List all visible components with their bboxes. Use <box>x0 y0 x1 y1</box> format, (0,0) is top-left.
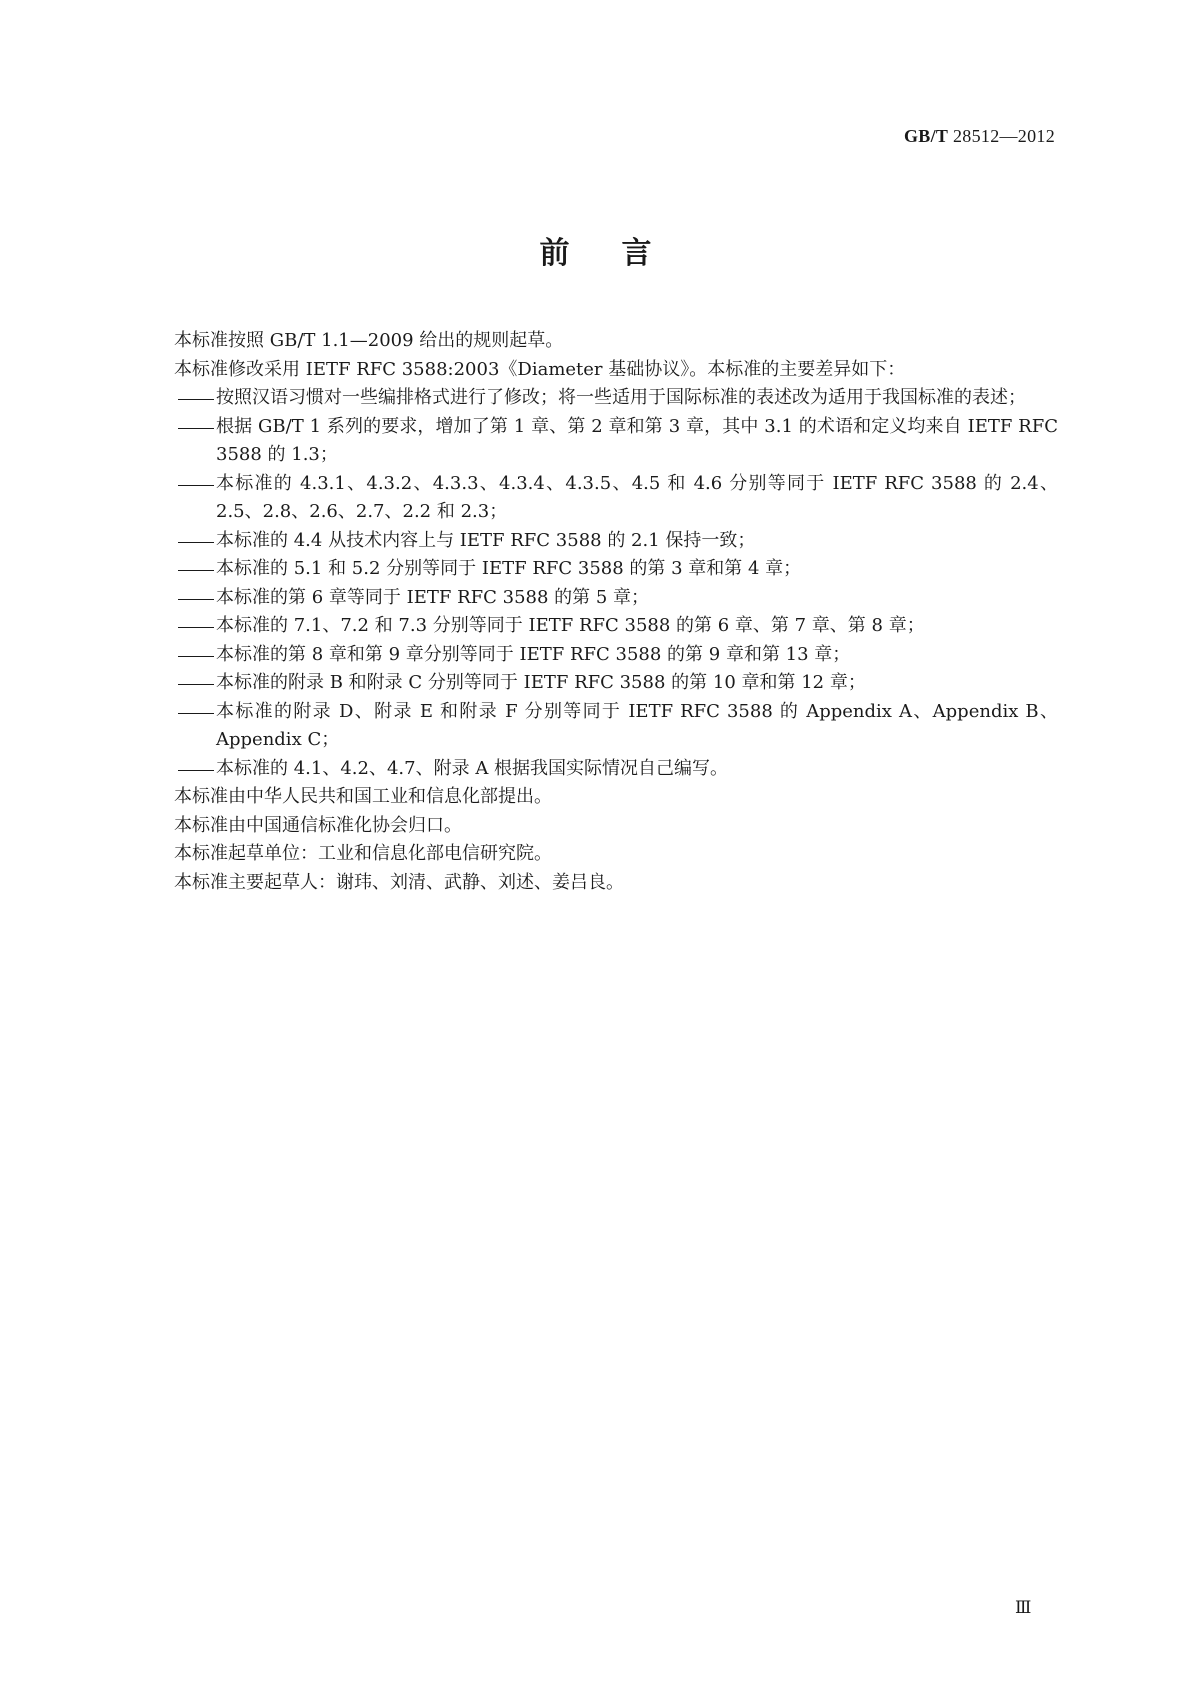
list-item <box>174 755 1058 784</box>
em-dash-marker <box>174 755 216 784</box>
list-item <box>174 413 1058 470</box>
list-item <box>174 641 1058 670</box>
em-dash-marker <box>174 384 216 413</box>
em-dash-marker <box>174 669 216 698</box>
list-item-text: 本标准的 4.1、4.2、4.7、附录 A 根据我国实际情况自己编写。 <box>216 757 729 779</box>
list-item <box>174 669 1058 698</box>
list-item <box>174 612 1058 641</box>
list-item <box>174 384 1058 413</box>
list-item-text: 本标准的第 8 章和第 9 章分别等同于 IETF RFC 3588 的第 9 章和第 13 章； <box>216 643 851 665</box>
em-dash-marker <box>174 584 216 613</box>
em-dash-marker <box>174 641 216 670</box>
foreword-body <box>174 327 1058 897</box>
paragraph-drafting-rules: 本标准按照 GB/T 1.1—2009 给出的规则起草。 <box>174 330 564 351</box>
paragraph-adoption: 本标准修改采用 IETF RFC 3588:2003《Diameter 基础协议》。本标准的主要差异如下： <box>174 358 906 380</box>
list-item-text: 本标准的附录 B 和附录 C 分别等同于 IETF RFC 3588 的第 10 章和第 12 章； <box>216 672 866 693</box>
paragraph-drafters: 本标准主要起草人：谢玮、刘清、武静、刘述、姜吕良。 <box>174 871 624 893</box>
list-item-text: 按照汉语习惯对一些编排格式进行了修改；将一些适用于国际标准的表述改为适用于我国标准的表述； <box>216 387 1026 408</box>
list-item <box>174 555 1058 584</box>
paragraph-proposer: 本标准由中华人民共和国工业和信息化部提出。 <box>174 786 552 807</box>
em-dash-marker <box>174 470 216 499</box>
standard-prefix: GB/T <box>903 126 949 146</box>
em-dash-marker <box>174 413 216 442</box>
paragraph-drafting-unit: 本标准起草单位：工业和信息化部电信研究院。 <box>174 843 552 864</box>
list-item <box>174 584 1058 613</box>
paragraph-administrator: 本标准由中国通信标准化协会归口。 <box>174 814 462 836</box>
list-item <box>174 527 1058 556</box>
list-item-text: 根据 GB/T 1 系列的要求，增加了第 1 章、第 2 章和第 3 章，其中 3.1 的术语和定义均来自 IETF RFC 3588 的 1.3； <box>216 415 1058 465</box>
page-title: 前言 <box>539 236 704 271</box>
em-dash-marker <box>174 555 216 584</box>
em-dash-marker <box>174 527 216 556</box>
list-item-text: 本标准的 7.1、7.2 和 7.3 分别等同于 IETF RFC 3588 的第 6 章、第 7 章、第 8 章； <box>216 615 925 636</box>
list-item-text: 本标准的附录 D、附录 E 和附录 F 分别等同于 IETF RFC 3588 的 Appendix A、Appendix B、Appendix C； <box>216 700 1058 750</box>
em-dash-marker <box>174 698 216 727</box>
page-number: Ⅲ <box>1015 1598 1032 1617</box>
standard-number: 28512—2012 <box>953 126 1055 146</box>
em-dash-marker <box>174 612 216 641</box>
standard-code <box>904 126 1055 147</box>
list-item-text: 本标准的第 6 章等同于 IETF RFC 3588 的第 5 章； <box>216 586 650 608</box>
list-item-text: 本标准的 4.3.1、4.3.2、4.3.3、4.3.4、4.3.5、4.5 和 4.6 分别等同于 IETF RFC 3588 的 2.4、2.5、2.8、2.6、2.7、2.2 和 2.3； <box>216 472 1058 522</box>
list-item <box>174 470 1058 527</box>
list-item-text: 本标准的 4.4 从技术内容上与 IETF RFC 3588 的 2.1 保持一致； <box>216 529 756 551</box>
list-item <box>174 698 1058 755</box>
list-item-text: 本标准的 5.1 和 5.2 分别等同于 IETF RFC 3588 的第 3 章和第 4 章； <box>216 558 802 579</box>
